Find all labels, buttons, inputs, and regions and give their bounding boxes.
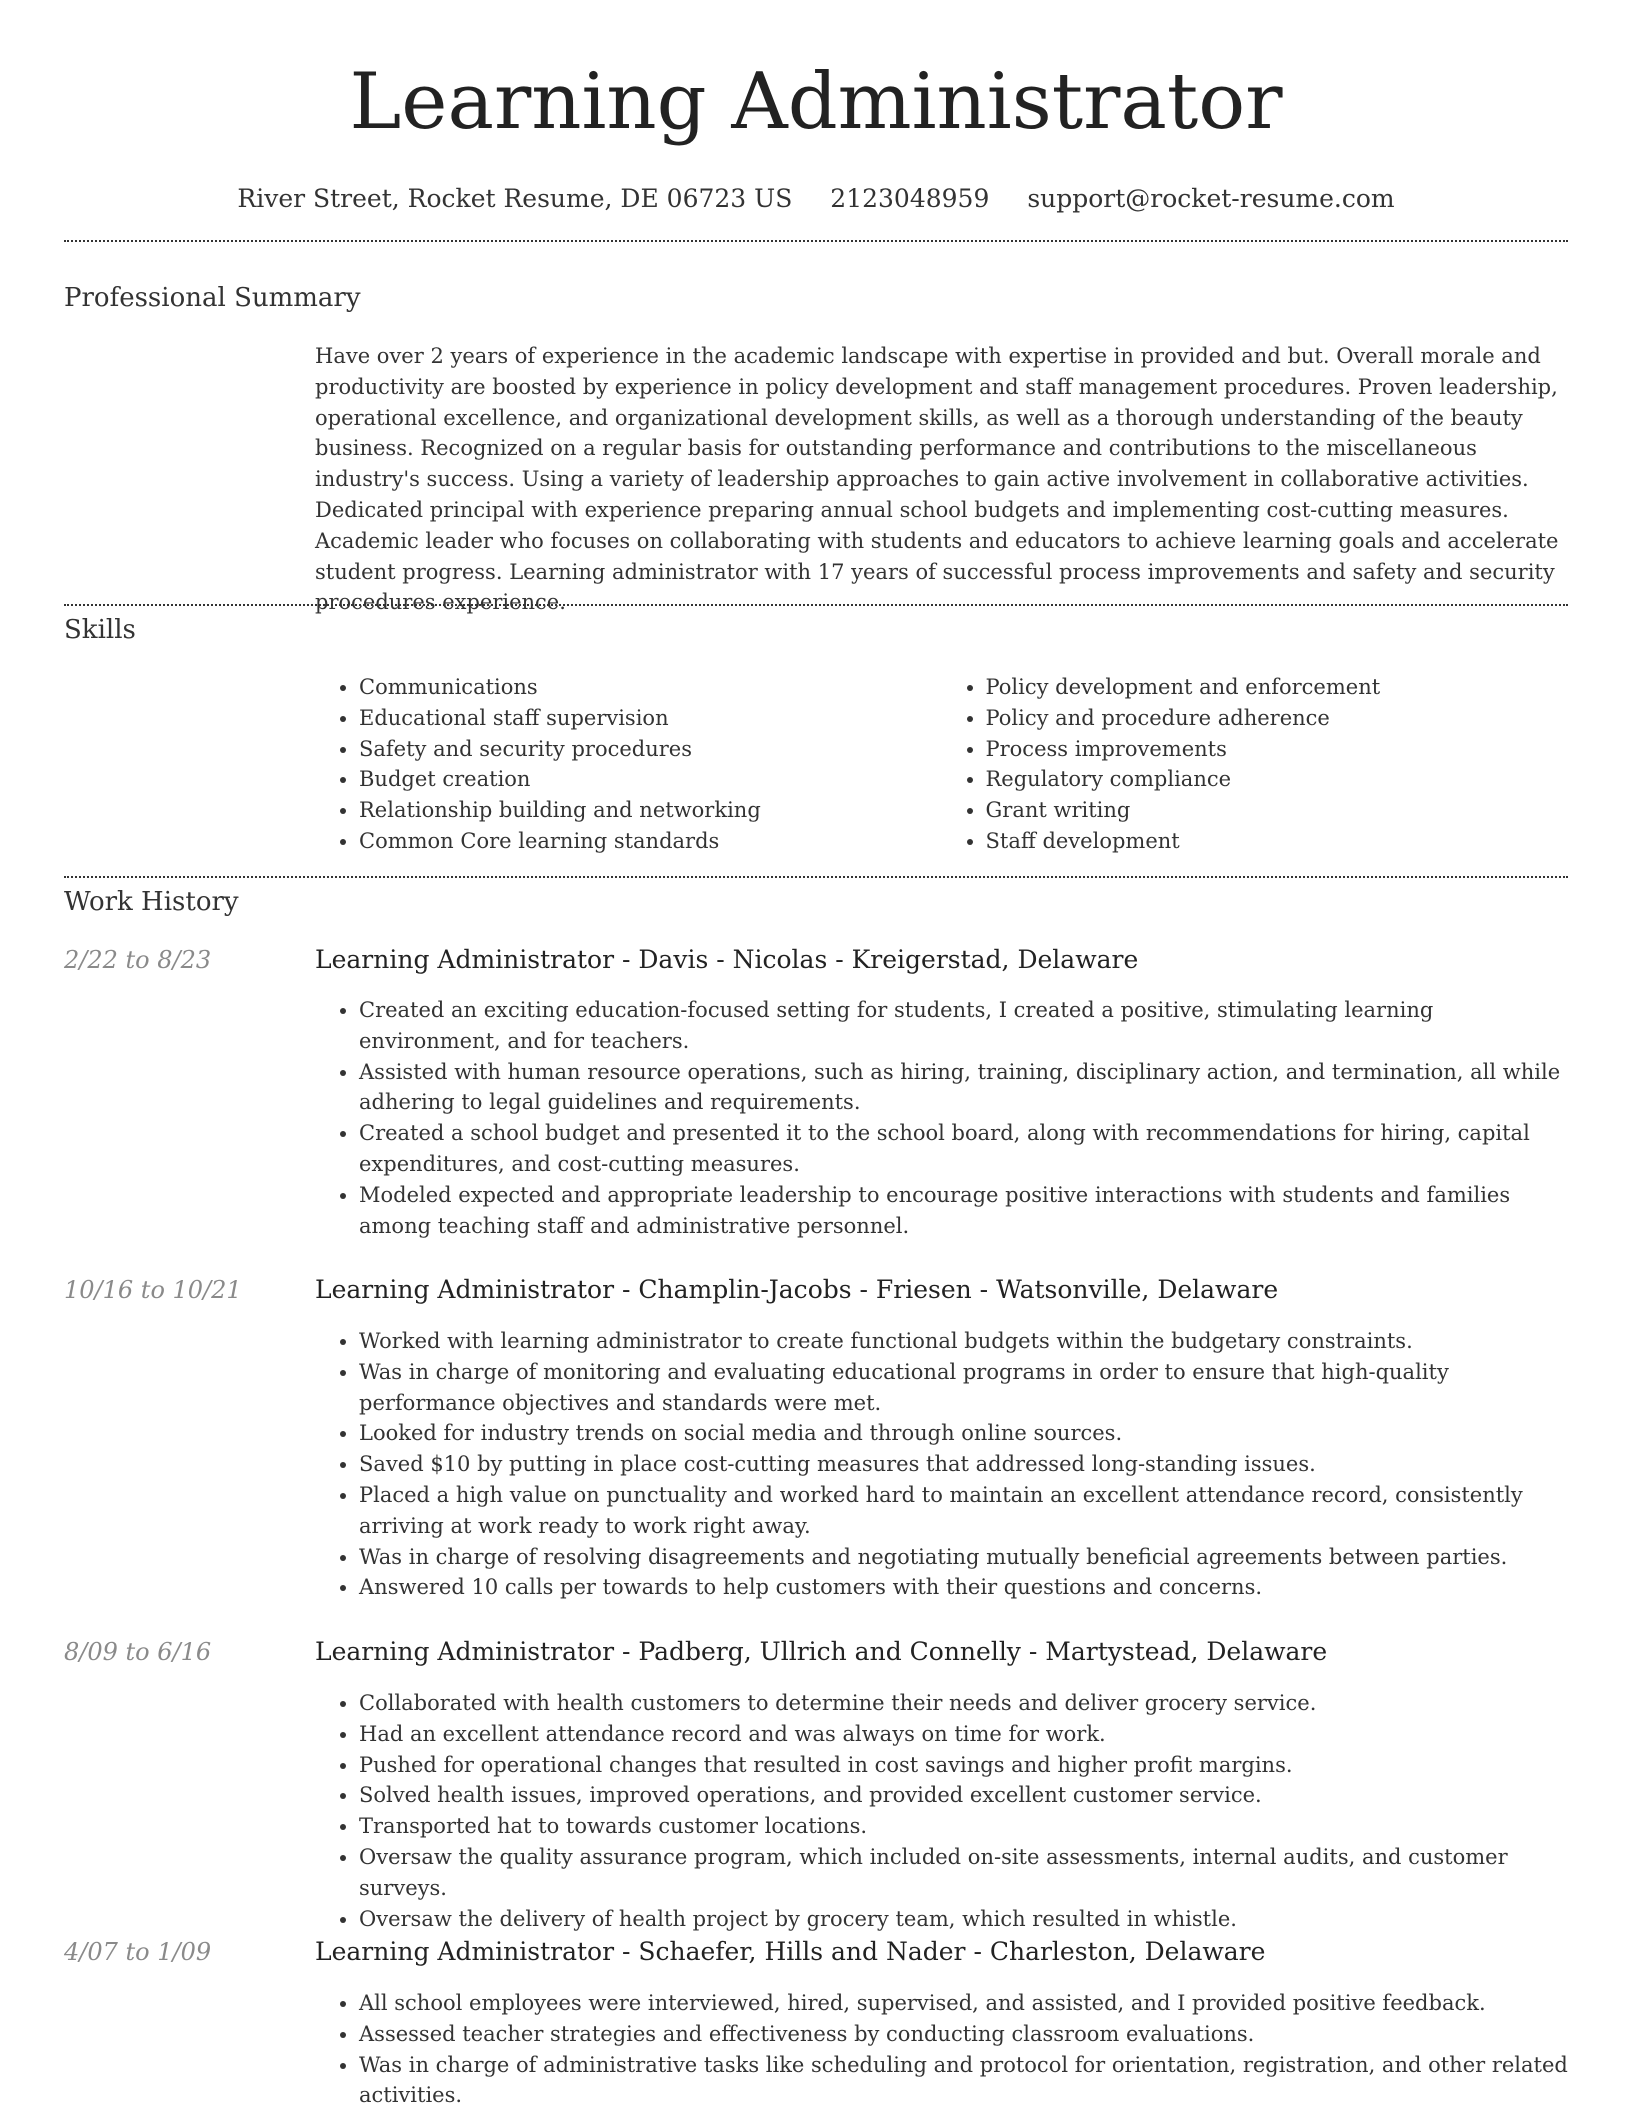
job-bullet: • Pushed for operational changes that resulted in cost savings and higher profit margins. — [359, 1750, 1568, 1781]
skills-list — [315, 672, 1568, 857]
skill-item: • Educational staff supervision — [359, 703, 942, 734]
skill-item: • Policy and procedure adherence — [986, 703, 1569, 734]
job-title: Learning Administrator - Padberg, Ullrich and Connelly - Martystead, Delaware — [315, 1637, 1328, 1666]
job-bullets — [315, 1688, 1568, 1934]
contact-address: River Street, Rocket Resume, DE 06723 US — [237, 184, 793, 213]
skills-column-right — [942, 672, 1569, 857]
contact-line — [0, 184, 1632, 213]
job-bullet: • Placed a high value on punctuality and worked hard to maintain an excellent attendance record, consistently arriving at work ready to work right away. — [359, 1480, 1568, 1542]
section-title-work: Work History — [64, 887, 239, 917]
job-bullet: • Answered 10 calls per towards to help customers with their questions and concerns. — [359, 1572, 1568, 1603]
job-bullet: • Solved health issues, improved operations, and provided excellent customer service. — [359, 1780, 1568, 1811]
skill-item: • Relationship building and networking — [359, 795, 942, 826]
skill-item: • Regulatory compliance — [986, 764, 1569, 795]
job-dates: 8/09 to 6/16 — [64, 1638, 212, 1666]
job-bullet: • Worked with learning administrator to create functional budgets within the budgetary constraints. — [359, 1326, 1568, 1357]
job-bullets — [315, 1988, 1568, 2111]
job-bullets — [315, 1326, 1568, 1603]
skill-item: • Common Core learning standards — [359, 826, 942, 857]
job-title: Learning Administrator - Davis - Nicolas - Kreigerstad, Delaware — [315, 945, 1139, 974]
skill-item: • Communications — [359, 672, 942, 703]
job-bullet: • Oversaw the delivery of health project by grocery team, which resulted in whistle. — [359, 1904, 1568, 1935]
job-bullet: • Was in charge of administrative tasks like scheduling and protocol for orientation, registration, and other related activities. — [359, 2050, 1568, 2112]
divider — [64, 604, 1568, 606]
divider — [64, 240, 1568, 242]
job-bullet: • Saved $10 by putting in place cost-cutting measures that addressed long-standing issues. — [359, 1449, 1568, 1480]
skill-item: • Policy development and enforcement — [986, 672, 1569, 703]
contact-email: support@rocket-resume.com — [1027, 184, 1395, 213]
job-bullet: • Collaborated with health customers to determine their needs and deliver grocery service. — [359, 1688, 1568, 1719]
job-bullet: • Was in charge of resolving disagreements and negotiating mutually beneficial agreements between parties. — [359, 1542, 1568, 1573]
job-dates: 10/16 to 10/21 — [64, 1276, 242, 1304]
skill-item: • Staff development — [986, 826, 1569, 857]
job-bullet: • Created a school budget and presented it to the school board, along with recommendations for hiring, capital expenditures, and cost-cutting measures. — [359, 1118, 1568, 1180]
skill-item: • Safety and security procedures — [359, 734, 942, 765]
job-bullet: • Transported hat to towards customer locations. — [359, 1811, 1568, 1842]
job-bullet: • Oversaw the quality assurance program, which included on-site assessments, internal audits, and customer surveys. — [359, 1842, 1568, 1904]
job-bullet: • Created an exciting education-focused setting for students, I created a positive, stimulating learning environment, and for teachers. — [359, 995, 1568, 1057]
candidate-name: Learning Administrator — [349, 57, 1283, 147]
skill-item: • Budget creation — [359, 764, 942, 795]
section-title-summary: Professional Summary — [64, 283, 361, 313]
skill-item: • Process improvements — [986, 734, 1569, 765]
skill-item: • Grant writing — [986, 795, 1569, 826]
job-bullet: • Was in charge of monitoring and evaluating educational programs in order to ensure that high-quality performance objectives and standards were met. — [359, 1357, 1568, 1419]
job-bullet: • Modeled expected and appropriate leadership to encourage positive interactions with students and families among teaching staff and administrative personnel. — [359, 1180, 1568, 1242]
job-title: Learning Administrator - Schaefer, Hills and Nader - Charleston, Delaware — [315, 1937, 1266, 1966]
job-bullet: • Assisted with human resource operations, such as hiring, training, disciplinary action, and termination, all while adhering to legal guidelines and requirements. — [359, 1057, 1568, 1119]
job-bullet: • Looked for industry trends on social media and through online sources. — [359, 1418, 1568, 1449]
job-title: Learning Administrator - Champlin-Jacobs - Friesen - Watsonville, Delaware — [315, 1275, 1279, 1304]
skills-column-left — [315, 672, 942, 857]
job-bullet: • All school employees were interviewed, hired, supervised, and assisted, and I provided positive feedback. — [359, 1988, 1568, 2019]
job-bullet: • Had an excellent attendance record and was always on time for work. — [359, 1719, 1568, 1750]
divider — [64, 876, 1568, 878]
job-dates: 2/22 to 8/23 — [64, 946, 212, 974]
job-dates: 4/07 to 1/09 — [64, 1938, 212, 1966]
section-title-skills: Skills — [64, 615, 136, 645]
summary-text: Have over 2 years of experience in the academic landscape with expertise in provided and but. Overall morale and productivity are boosted by experience in policy development and staff management procedures. Proven leadership, operational excellence, and organizational development skills, as well as a thorough understanding of the beauty business. Recognized on a regular basis for outstanding performance and contributions to the miscellaneous industry's success. Using a variety of leadership approaches to gain active involvement in collaborative activities. Dedicated principal with experience preparing annual school budgets and implementing cost-cutting measures. Academic leader who focuses on collaborating with students and educators to achieve learning goals and accelerate student progress. Learning administrator with 17 years of successful process improvements and safety and security procedures experience. — [315, 344, 1559, 615]
contact-phone: 2123048959 — [830, 184, 990, 213]
job-bullets — [315, 995, 1568, 1241]
job-bullet: • Assessed teacher strategies and effectiveness by conducting classroom evaluations. — [359, 2019, 1568, 2050]
